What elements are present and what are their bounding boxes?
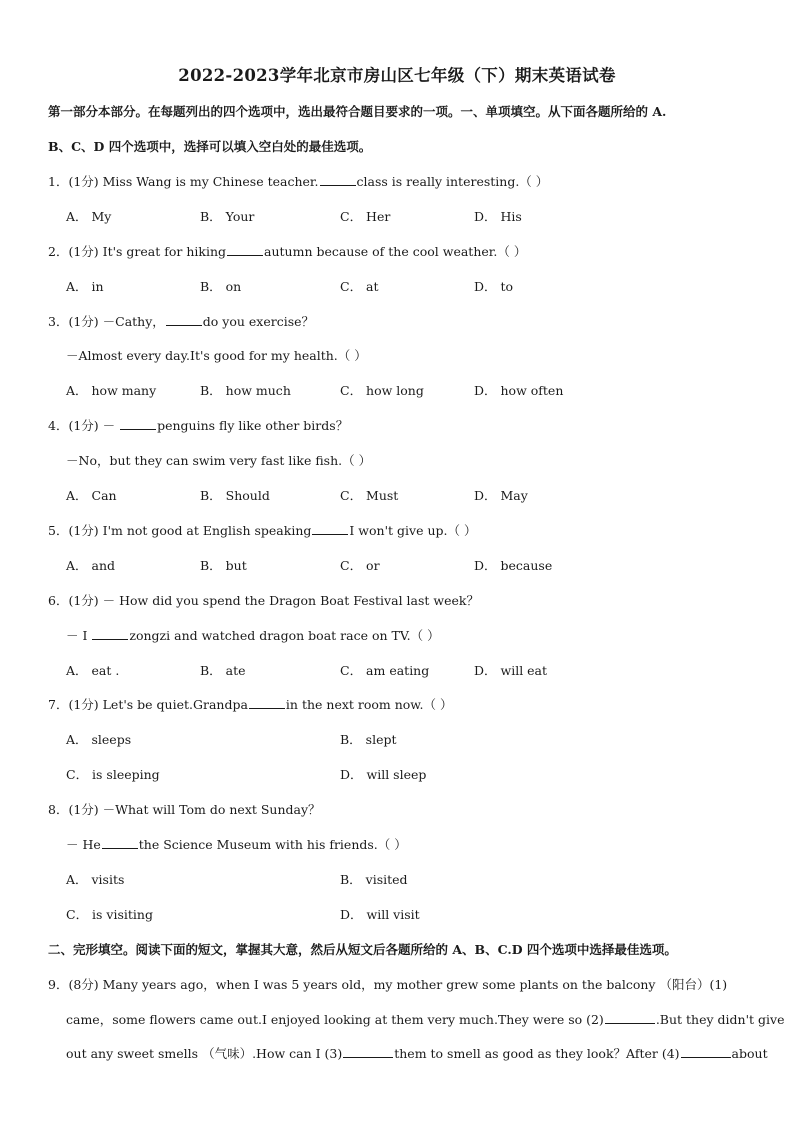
answer-blank [102,837,138,849]
option-b[interactable]: B． visited [340,872,408,887]
passage-text: .But they didn't give [655,1012,785,1027]
option-a[interactable]: A． sleeps [66,732,132,747]
question-text: in the next room now.（ ） [285,697,453,712]
option-c[interactable]: C． how long [340,383,424,398]
option-c[interactable]: C． is sleeping [66,767,160,782]
question-9-line2 [66,1012,784,1028]
answer-blank [249,697,285,709]
question-text: do you exercise？ [202,314,315,329]
option-d[interactable]: D． will eat [474,663,548,678]
question-text: penguins fly like other birds？ [157,418,349,433]
option-d[interactable]: D． May [474,488,528,503]
question-3-reply: －Almost every day.It's good for my health.（ ） [66,348,367,363]
question-text: 7．(1分) Let's be quiet.Grandpa [48,697,248,712]
option-a[interactable]: A． and [66,558,116,573]
answer-blank [92,628,128,640]
option-b[interactable]: B． Should [200,488,270,503]
section2-heading: 二、完形填空。阅读下面的短文，掌握其大意，然后从短文后各题所给的 A、B、C.D 四个选项中选择最佳选项。 [48,942,677,957]
option-c[interactable]: C． Must [340,488,399,503]
answer-blank [320,174,356,186]
answer-blank [681,1046,731,1058]
option-d[interactable]: D． because [474,558,553,573]
question-9-line1: 9．(8分) Many years ago，when I was 5 years old，my mother grew some plants on the balcony （阳台）(1) [48,977,728,992]
passage-text: out any sweet smells （气味）.How can I (3) [66,1046,343,1061]
option-c[interactable]: C． Her [340,209,391,224]
question-text: － He [66,837,101,852]
option-a[interactable]: A． in [66,279,104,294]
question-text: the Science Museum with his friends.（ ） [138,837,407,852]
question-text: － I [66,628,92,643]
option-d[interactable]: D． will visit [340,907,420,922]
answer-blank [120,418,156,430]
question-4-reply: －No，but they can swim very fast like fish.（ ） [66,453,372,468]
question-text: I won't give up.（ ） [349,523,477,538]
question-6-reply [66,628,440,644]
question-4-stem [48,418,348,434]
question-text: autumn because of the cool weather.（ ） [264,244,527,259]
answer-blank [343,1046,393,1058]
option-b[interactable]: B． Your [200,209,255,224]
page-title: 2022-2023学年北京市房山区七年级（下）期末英语试卷 [178,66,616,85]
section1-intro-line1: 第一部分本部分。在每题列出的四个选项中，选出最符合题目要求的一项。一、单项填空。从下面各题所给的 A. [48,104,667,119]
question-7-stem [48,697,452,713]
option-a[interactable]: A． eat . [66,663,120,678]
answer-blank [312,523,348,535]
option-a[interactable]: A． Can [66,488,117,503]
question-text: 2．(1分) It's great for hiking [48,244,227,259]
option-b[interactable]: B． ate [200,663,246,678]
answer-blank [605,1012,655,1024]
answer-blank [227,244,263,256]
passage-text: them to smell as good as they look？After (4) [394,1046,680,1061]
passage-text: about [731,1046,768,1061]
option-b[interactable]: B． how much [200,383,291,398]
option-b[interactable]: B． but [200,558,247,573]
option-a[interactable]: A． My [66,209,112,224]
option-c[interactable]: C． or [340,558,380,573]
question-text: 4．(1分) － [48,418,120,433]
passage-text: came，some flowers came out.I enjoyed looking at them very much.They were so (2) [66,1012,604,1027]
question-text: class is really interesting.（ ） [356,174,549,189]
answer-blank [166,314,202,326]
question-1-stem [48,174,548,190]
question-2-stem [48,244,526,260]
option-a[interactable]: A． visits [66,872,125,887]
question-9-line3 [66,1046,768,1062]
section1-intro-line2: B、C、D 四个选项中，选择可以填入空白处的最佳选项。 [48,139,372,154]
option-d[interactable]: D． His [474,209,522,224]
option-d[interactable]: D． to [474,279,514,294]
option-c[interactable]: C． am eating [340,663,430,678]
question-6-stem: 6．(1分) － How did you spend the Dragon Boat Festival last week？ [48,593,479,608]
option-c[interactable]: C． is visiting [66,907,153,922]
question-text: 3．(1分) －Cathy， [48,314,165,329]
question-5-stem [48,523,476,539]
question-text: 5．(1分) I'm not good at English speaking [48,523,312,538]
question-text: 1．(1分) Miss Wang is my Chinese teacher. [48,174,319,189]
question-8-stem: 8．(1分) －What will Tom do next Sunday？ [48,802,321,817]
option-b[interactable]: B． on [200,279,242,294]
option-d[interactable]: D． will sleep [340,767,427,782]
option-b[interactable]: B． slept [340,732,397,747]
question-text: zongzi and watched dragon boat race on TV.（ ） [129,628,440,643]
question-8-reply [66,837,407,853]
option-d[interactable]: D． how often [474,383,564,398]
question-3-stem [48,314,314,330]
option-c[interactable]: C． at [340,279,379,294]
option-a[interactable]: A． how many [66,383,157,398]
